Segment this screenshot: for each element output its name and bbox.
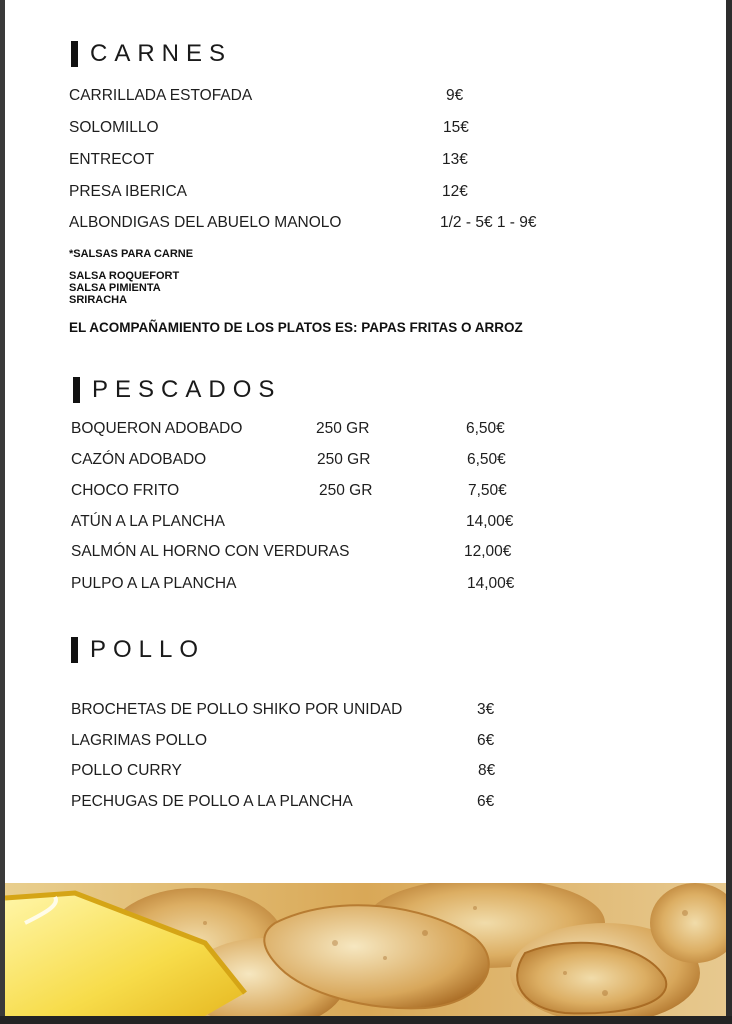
menu-item-name: CAZÓN ADOBADO [71, 451, 207, 468]
menu-item-price: 6€ [477, 732, 495, 749]
section-title-pescados [73, 376, 281, 404]
menu-item-price: 6€ [477, 793, 495, 810]
title-bar-icon [71, 41, 78, 67]
menu-item-price: 6,50€ [466, 420, 505, 437]
title-bar-icon [71, 637, 78, 663]
menu-item-price: 9€ [446, 87, 464, 104]
menu-item-name: CHOCO FRITO [71, 482, 180, 499]
menu-item-name: BOQUERON ADOBADO [71, 420, 243, 437]
menu-item-name: CARRILLADA ESTOFADA [69, 87, 253, 104]
section-title-pollo [71, 636, 205, 664]
menu-item-price: 14,00€ [466, 513, 514, 530]
section-title-carnes [71, 40, 232, 68]
section-title-text: CARNES [90, 40, 233, 67]
sauce-item: SALSA PIMIENTA [69, 282, 161, 294]
menu-item-name: ATÚN A LA PLANCHA [71, 513, 225, 530]
menu-item-price: 14,00€ [467, 575, 515, 592]
menu-item-weight: 250 GR [319, 482, 373, 499]
menu-item-price: 8€ [478, 762, 496, 779]
menu-item-price: 15€ [443, 119, 469, 136]
title-bar-icon [73, 377, 80, 403]
page-edge-right [726, 0, 732, 1024]
menu-item-price: 3€ [477, 701, 495, 718]
menu-item-name: PULPO A LA PLANCHA [71, 575, 237, 592]
sauces-heading: *SALSAS PARA CARNE [69, 248, 194, 260]
sauce-item: SALSA ROQUEFORT [69, 270, 180, 282]
section-title-text: PESCADOS [92, 376, 282, 403]
section-title-text: POLLO [90, 636, 206, 663]
food-photo-graphic [5, 883, 726, 1016]
menu-item-name: PRESA IBERICA [69, 183, 188, 200]
fried-fish-with-lemon-photo [5, 883, 726, 1016]
menu-item-price: 1/2 - 5€ 1 - 9€ [440, 214, 537, 231]
menu-page [5, 0, 726, 1016]
menu-item-name: ALBONDIGAS DEL ABUELO MANOLO [69, 214, 342, 231]
menu-item-price: 7,50€ [468, 482, 507, 499]
menu-item-price: 13€ [442, 151, 468, 168]
menu-item-name: LAGRIMAS POLLO [71, 732, 208, 749]
menu-item-weight: 250 GR [316, 420, 370, 437]
menu-item-price: 12€ [442, 183, 468, 200]
menu-item-name: ENTRECOT [69, 151, 155, 168]
menu-item-name: SOLOMILLO [69, 119, 159, 136]
menu-item-weight: 250 GR [317, 451, 371, 468]
menu-item-name: POLLO CURRY [71, 762, 182, 779]
sauce-item: SRIRACHA [69, 294, 128, 306]
menu-item-name: SALMÓN AL HORNO CON VERDURAS [71, 543, 350, 560]
page-edge-bottom [0, 1016, 732, 1024]
side-dish-note: EL ACOMPAÑAMIENTO DE LOS PLATOS ES: PAPAS FRITAS O ARROZ [69, 320, 523, 335]
menu-item-price: 6,50€ [467, 451, 506, 468]
menu-item-name: BROCHETAS DE POLLO SHIKO POR UNIDAD [71, 701, 403, 718]
menu-item-price: 12,00€ [464, 543, 512, 560]
menu-item-name: PECHUGAS DE POLLO A LA PLANCHA [71, 793, 353, 810]
